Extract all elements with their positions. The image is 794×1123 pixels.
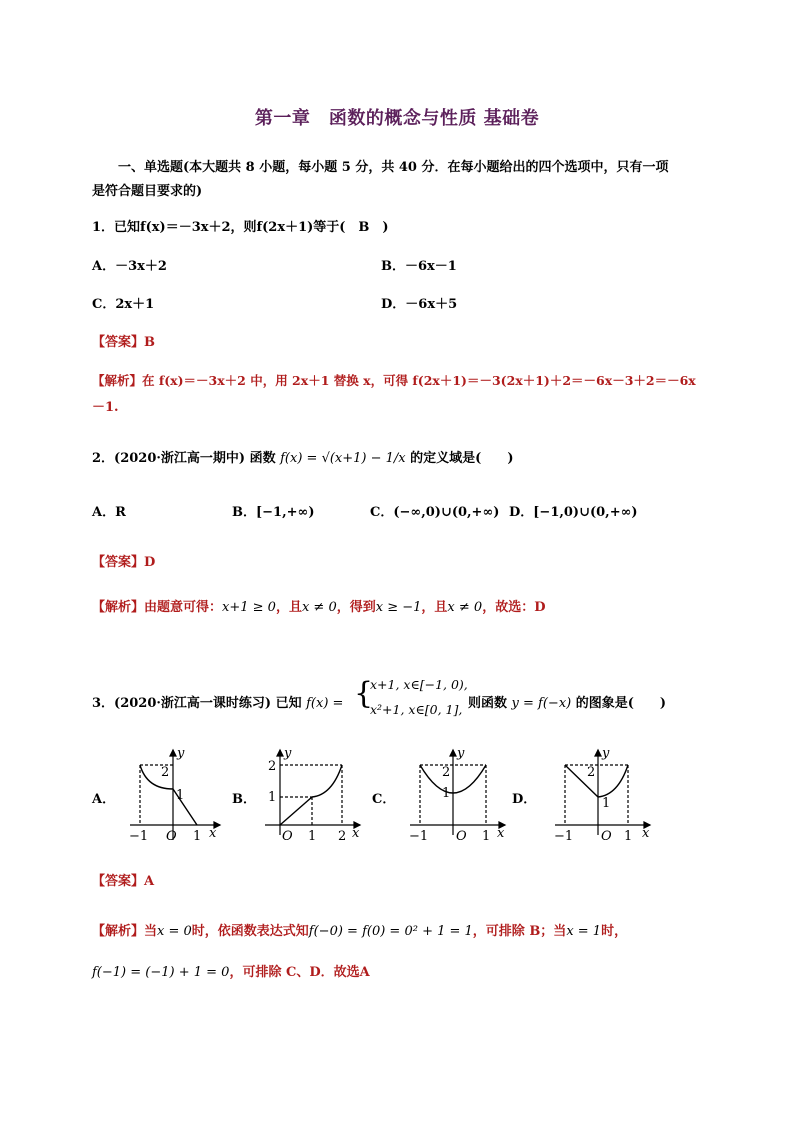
q3-analysis1-math3: x = 1 <box>566 924 602 939</box>
q3-piece-1: x+1, x∈[−1, 0), <box>370 677 468 692</box>
q3-analysis1-prefix: 【解析】当 <box>92 924 158 939</box>
q2-analysis <box>92 596 545 615</box>
q1-option-d: D．－6x＋5 <box>381 297 458 312</box>
page-title: 第一章 函数的概念与性质 基础卷 <box>254 108 540 129</box>
origin: O <box>282 829 293 844</box>
q1-answer: 【答案】B <box>92 335 155 350</box>
q3-analysis1-text1: 时，依函数表达式知 <box>191 924 309 939</box>
q1-option-a: A．－3x＋2 <box>92 259 167 274</box>
y-label: y <box>284 746 292 761</box>
q3-analysis1-text3: 时， <box>601 924 628 939</box>
q1-stem: 1．已知f(x)＝－3x＋2，则f(2x＋1)等于( B ) <box>92 220 389 235</box>
q2-analysis-math4: x ≠ 0 <box>447 600 483 615</box>
origin: O <box>166 829 177 844</box>
q3-graph-b <box>260 745 365 845</box>
tick-1: 1 <box>602 796 611 811</box>
q3-graph-c <box>405 745 510 845</box>
q3-option-a-label: A． <box>92 792 116 807</box>
q1-option-b: B．－6x－1 <box>381 259 457 274</box>
tick-2: 2 <box>268 759 277 774</box>
q2-analysis-text3: ，且 <box>421 600 448 615</box>
tick-neg1: −1 <box>554 829 574 844</box>
q3-analysis1-math1: x = 0 <box>157 924 192 939</box>
x-label: x <box>642 826 650 841</box>
q3-stem-formula: y = f(−x) <box>511 696 572 711</box>
tick-neg1: −1 <box>129 829 149 844</box>
curve-right <box>598 765 628 797</box>
y-axis-arrow-icon <box>277 750 283 756</box>
x-label: x <box>497 826 505 841</box>
y-axis-arrow-icon <box>450 750 456 756</box>
q2-analysis-prefix: 【解析】由题意可得： <box>92 600 223 615</box>
y-label: y <box>177 746 185 761</box>
q3-graph-a <box>125 745 225 845</box>
tick-1: 1 <box>176 788 185 803</box>
q2-option-d: D．[−1,0)∪(0,+∞) <box>509 505 638 520</box>
q3-option-d-label: D． <box>512 792 537 807</box>
q2-answer: 【答案】D <box>92 555 156 570</box>
y-axis-arrow-icon <box>170 750 176 756</box>
origin: O <box>601 829 612 844</box>
tick-1: 1 <box>442 786 451 801</box>
y-axis-arrow-icon <box>595 750 601 756</box>
section-heading-line2: 是符合题目要求的) <box>92 184 203 199</box>
tick-x1: 1 <box>482 829 491 844</box>
q3-analysis2-text1: ，可排除 C、D．故选A <box>229 965 370 980</box>
q3-analysis-line2 <box>92 961 370 980</box>
q1-option-c: C．2x＋1 <box>92 297 155 312</box>
segment-left <box>280 797 312 825</box>
tick-neg1: −1 <box>409 829 429 844</box>
q3-option-c-label: C． <box>372 792 396 807</box>
q3-analysis1-math2: f(−0) = f(0) = 0² + 1 = 1 <box>308 924 473 939</box>
q2-stem-prefix: 2．(2020·浙江高一期中) 函数 <box>92 451 276 466</box>
q2-option-a: A．R <box>92 505 126 520</box>
q2-analysis-text1: ，且 <box>275 600 302 615</box>
x-label: x <box>352 826 360 841</box>
origin: O <box>456 829 467 844</box>
q3-analysis2-math1: f(−1) = (−1) + 1 = 0 <box>92 965 230 980</box>
curve-right <box>312 765 342 797</box>
q3-analysis1-text2: ，可排除 B；当 <box>472 924 567 939</box>
section-heading-line1: 一、单选题(本大题共 8 小题，每小题 5 分，共 40 分．在每小题给出的四个选项中，只有一项 <box>118 160 669 175</box>
tick-2: 2 <box>161 765 170 780</box>
q3-stem-prefix <box>92 692 343 711</box>
q2-analysis-text4: ，故选：D <box>482 600 546 615</box>
q2-analysis-math3: x ≥ −1 <box>375 600 422 615</box>
q3-piecewise-brace: { <box>354 676 374 711</box>
tick-x1: 1 <box>624 829 633 844</box>
q3-stem-prefix-text: 3．(2020·浙江高一课时练习) 已知 <box>92 696 302 711</box>
tick-1: 1 <box>268 790 277 805</box>
q2-option-b: B．[−1,+∞) <box>232 505 315 520</box>
q2-stem-suffix: 的定义域是( ) <box>410 451 514 466</box>
q2-option-c: C．(−∞,0)∪(0,+∞) <box>370 505 500 520</box>
q3-stem-tail <box>468 692 666 711</box>
q3-graph-d <box>550 745 655 845</box>
q1-analysis-line1: 【解析】在 f(x)＝－3x＋2 中，用 2x＋1 替换 x，可得 f(2x＋1)＝－3(2x＋1)＋2＝－6x－3＋2＝－6x <box>92 373 696 388</box>
q3-analysis-line1 <box>92 920 627 939</box>
tick-x1: 1 <box>308 829 317 844</box>
q2-stem-formula: f(x) = √(x+1) − 1/x <box>280 451 406 466</box>
q3-answer: 【答案】A <box>92 874 155 889</box>
y-label: y <box>457 746 465 761</box>
x-label: x <box>209 826 217 841</box>
q3-fx-label: f(x) = <box>306 696 344 711</box>
tick-2: 2 <box>587 765 596 780</box>
q2-analysis-math1: x+1 ≥ 0 <box>222 600 276 615</box>
q3-stem-mid: 则函数 <box>468 696 508 711</box>
q2-analysis-math2: x ≠ 0 <box>301 600 337 615</box>
q2-stem <box>92 447 513 466</box>
q3-stem-suffix: 的图象是( ) <box>575 696 667 711</box>
tick-x2: 2 <box>338 829 347 844</box>
tick-2: 2 <box>442 765 451 780</box>
q1-analysis-line2: －1. <box>92 400 119 415</box>
q3-option-b-label: B． <box>232 792 256 807</box>
y-label: y <box>602 746 610 761</box>
q3-piece-2: x²+1, x∈[0, 1], <box>370 702 463 717</box>
tick-x1: 1 <box>193 829 202 844</box>
q2-analysis-text2: ，得到 <box>336 600 376 615</box>
